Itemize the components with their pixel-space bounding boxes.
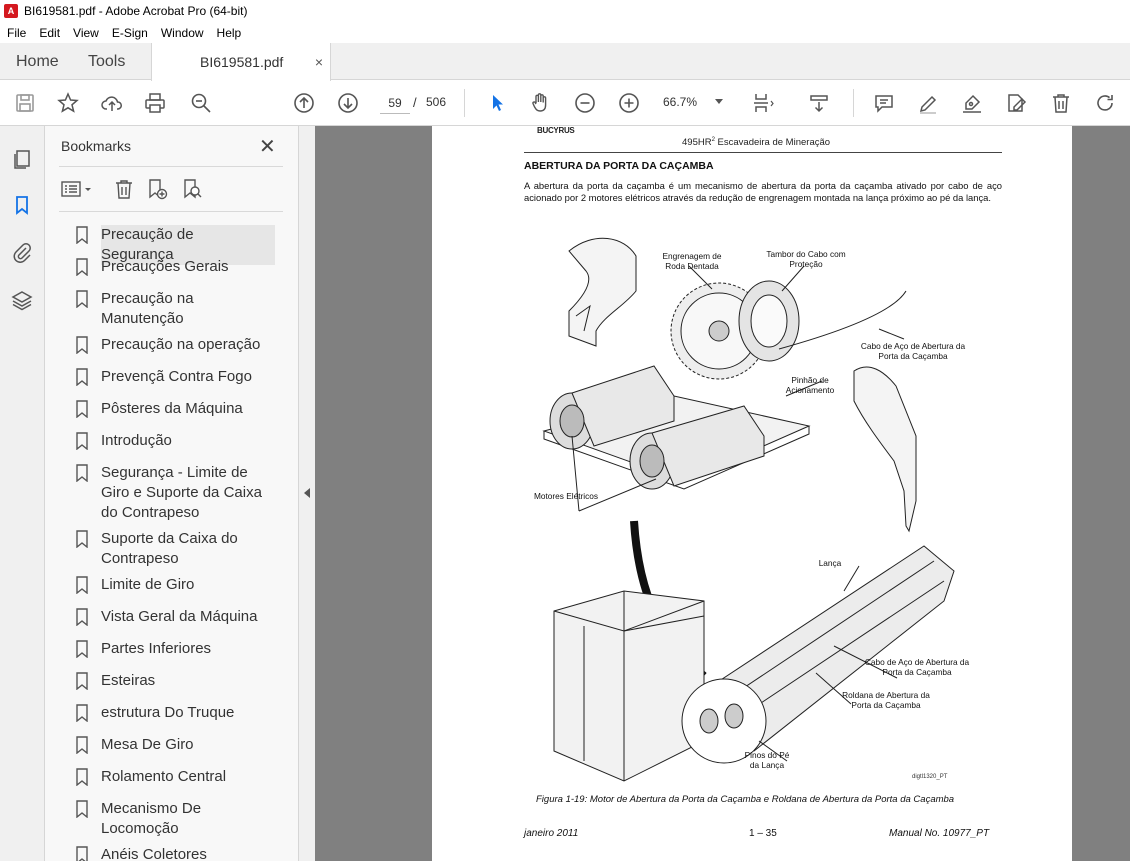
bucyrus-logo: BUCYRUS: [537, 126, 575, 135]
panel-collapse-handle[interactable]: [298, 126, 315, 861]
star-icon[interactable]: [56, 91, 80, 115]
rotate-icon[interactable]: [1093, 91, 1117, 115]
bookmark-item[interactable]: [75, 529, 275, 569]
callout-label: Lança: [818, 558, 842, 568]
chevron-down-icon[interactable]: [715, 99, 723, 104]
section-title: ABERTURA DA PORTA DA CAÇAMBA: [524, 160, 714, 172]
bookmark-label: Introdução: [101, 432, 172, 449]
bookmark-icon: [75, 608, 89, 626]
bookmark-label: Precaução na Manutenção: [101, 290, 194, 327]
callout-label: Tambor do Cabo com Proteção: [766, 249, 846, 269]
bookmark-item[interactable]: [75, 767, 275, 787]
bookmark-icon: [75, 400, 89, 418]
bookmark-item[interactable]: [75, 257, 275, 277]
bookmark-icon: [75, 768, 89, 786]
menu-bar: [0, 22, 1130, 43]
bookmark-label: Precaução na operação: [101, 336, 261, 353]
bookmark-icon: [75, 226, 89, 244]
callout-label: Cabo de Aço de Abertura da Porta da Caçamba: [864, 657, 970, 677]
bookmark-icon: [75, 800, 89, 818]
bookmark-icon: [75, 672, 89, 690]
page-number-input[interactable]: 59: [380, 92, 410, 114]
collapse-left-icon[interactable]: [304, 488, 310, 498]
header-subtitle: Escavadeira de Mineração: [714, 137, 831, 149]
page-total: 506: [426, 95, 447, 109]
tab-document[interactable]: [151, 43, 331, 81]
zoom-level-select[interactable]: 66.7%: [663, 95, 698, 109]
save-icon[interactable]: [13, 91, 37, 115]
bookmark-icon: [75, 736, 89, 754]
callout-label: Cabo de Aço de Abertura da Porta da Caçamba: [860, 341, 966, 361]
header-model: 495HR: [682, 137, 712, 149]
attachments-icon[interactable]: [11, 241, 33, 263]
bookmark-label: Pôsteres da Máquina: [101, 400, 243, 417]
delete-icon[interactable]: [1049, 91, 1073, 115]
page-separator: /: [413, 95, 417, 110]
menu-help[interactable]: Help: [216, 25, 242, 40]
bookmark-list: [45, 218, 275, 861]
bookmark-item[interactable]: [75, 399, 275, 419]
bookmark-item[interactable]: [75, 335, 275, 355]
callout-label: Motores Elétricos: [533, 491, 599, 501]
bookmark-item[interactable]: [75, 463, 275, 523]
technical-figure: [524, 221, 1002, 786]
bookmark-label: Prevençã Contra Fogo: [101, 368, 252, 385]
toolbar-divider: [853, 89, 854, 117]
next-page-icon[interactable]: [336, 91, 360, 115]
bookmark-icon: [75, 336, 89, 354]
header-rule: [524, 152, 1002, 153]
window-title: BI619581.pdf - Adobe Acrobat Pro (64-bit): [24, 4, 248, 18]
bookmark-label: Precaução de Segurança: [101, 225, 275, 265]
footer-page-number: 1 – 35: [749, 828, 777, 839]
bookmark-icon: [75, 704, 89, 722]
header-superscript: 2: [711, 137, 715, 143]
menu-edit[interactable]: Edit: [39, 25, 61, 40]
bookmark-label: Mesa De Giro: [101, 736, 194, 753]
tab-document-label: BI619581.pdf: [200, 54, 284, 70]
bookmark-item[interactable]: [75, 289, 275, 329]
panel-divider: [59, 166, 283, 167]
bookmark-item[interactable]: [75, 639, 275, 659]
bookmarks-icon[interactable]: [11, 194, 33, 216]
figure-caption: [536, 794, 954, 805]
bookmark-label: Suporte da Caixa do Contrapeso: [101, 530, 238, 567]
menu-view[interactable]: View: [73, 25, 99, 40]
body-paragraph: A abertura da porta da caçamba é um mecanismo de abertura da porta da caçamba ativado por cabo de aço acionado por 2 motores elétricos através da redução de engrenagem montada na lança próximo ao pé da lança.: [524, 180, 1002, 203]
zoom-in-icon[interactable]: [617, 91, 641, 115]
caption-text: Motor de Abertura da Porta da Caçamba e Roldana de Abertura da Porta da Caçamba: [587, 794, 955, 805]
find-bookmark-icon[interactable]: [179, 176, 205, 202]
bookmark-icon: [75, 290, 89, 308]
page-fit-icon[interactable]: [751, 91, 775, 115]
panel-title: Bookmarks: [61, 138, 132, 154]
edit-pdf-icon[interactable]: [1004, 91, 1028, 115]
page-thumbnails-icon[interactable]: [11, 148, 33, 170]
select-cursor-icon[interactable]: [485, 91, 509, 115]
bookmark-icon: [75, 432, 89, 450]
bookmarks-panel: [45, 126, 298, 861]
sign-pen-icon[interactable]: [960, 91, 984, 115]
close-icon[interactable]: ✕: [259, 136, 276, 158]
highlight-pen-icon[interactable]: [916, 91, 940, 115]
bookmark-label: estrutura Do Truque: [101, 704, 235, 721]
bookmark-icon: [75, 846, 89, 861]
menu-file[interactable]: File: [7, 25, 27, 40]
layers-icon[interactable]: [11, 289, 33, 311]
tab-close-icon[interactable]: ×: [314, 54, 323, 70]
footer-manual-number: Manual No. 10977_PT: [889, 828, 990, 839]
menu-e-sign[interactable]: E-Sign: [111, 25, 148, 40]
bookmark-item[interactable]: [75, 845, 275, 861]
bookmark-item[interactable]: [75, 671, 275, 691]
bookmark-icon: [75, 464, 89, 482]
zoom-search-icon[interactable]: [189, 91, 213, 115]
zoom-out-icon[interactable]: [573, 91, 597, 115]
bookmark-icon: [75, 530, 89, 548]
bookmark-item[interactable]: [75, 703, 275, 723]
bookmark-label: Precauções Gerais: [101, 258, 229, 275]
comment-icon[interactable]: [872, 91, 896, 115]
bookmark-label: Limite de Giro: [101, 576, 195, 593]
toolbar-divider: [464, 89, 465, 117]
pdf-page: [432, 126, 1072, 861]
left-rail: [0, 126, 45, 861]
bookmark-label: Mecanismo De Locomoção: [101, 800, 202, 837]
menu-window[interactable]: Window: [160, 25, 204, 40]
page-header: [682, 137, 830, 148]
bookmark-icon: [75, 640, 89, 658]
bookmark-item[interactable]: [75, 367, 275, 387]
bookmark-label: Rolamento Central: [101, 768, 227, 785]
acrobat-app-icon: A: [4, 4, 18, 18]
bookmark-icon: [75, 576, 89, 594]
callout-label: Engrenagem de Roda Dentada: [662, 251, 722, 271]
title-bar: [0, 0, 1130, 22]
callout-label: Pinos do Pé da Lança: [744, 750, 790, 770]
bookmark-label: Segurança - Limite de Giro e Suporte da Caixa do Contrapeso: [101, 464, 262, 521]
bookmark-icon: [75, 368, 89, 386]
delete-bookmark-icon[interactable]: [111, 176, 137, 202]
upload-cloud-icon[interactable]: [100, 91, 124, 115]
figure-id: digtl1320_PT: [912, 774, 948, 780]
previous-page-icon[interactable]: [292, 91, 316, 115]
document-viewer[interactable]: [315, 126, 1130, 861]
tab-home[interactable]: Home: [16, 52, 59, 70]
scroll-mode-icon[interactable]: [807, 91, 831, 115]
bookmark-item[interactable]: [75, 799, 275, 839]
print-icon[interactable]: [143, 91, 167, 115]
bookmark-label: Anéis Coletores: [101, 846, 207, 861]
callout-label: Roldana de Abertura da Porta da Caçamba: [842, 690, 930, 710]
bookmark-options-icon[interactable]: [59, 176, 97, 202]
bookmark-icon: [75, 258, 89, 276]
caption-label: Figura 1-19:: [536, 794, 588, 805]
new-bookmark-icon[interactable]: [144, 176, 170, 202]
bookmark-item[interactable]: [75, 575, 275, 595]
footer-date: janeiro 2011: [524, 828, 579, 839]
bookmark-label: Vista Geral da Máquina: [101, 608, 258, 625]
bookmark-label: Esteiras: [101, 672, 156, 689]
panel-divider: [59, 211, 283, 212]
callout-label: Pinhão de Acionamento: [785, 375, 835, 395]
hand-tool-icon[interactable]: [528, 91, 552, 115]
tab-bar: [0, 43, 1130, 80]
bookmark-item[interactable]: [75, 607, 275, 627]
bookmark-item[interactable]: [75, 735, 275, 755]
tab-tools[interactable]: Tools: [88, 52, 126, 70]
main-toolbar: [0, 81, 1130, 126]
bookmark-item[interactable]: [75, 431, 275, 451]
bookmark-label: Partes Inferiores: [101, 640, 212, 657]
